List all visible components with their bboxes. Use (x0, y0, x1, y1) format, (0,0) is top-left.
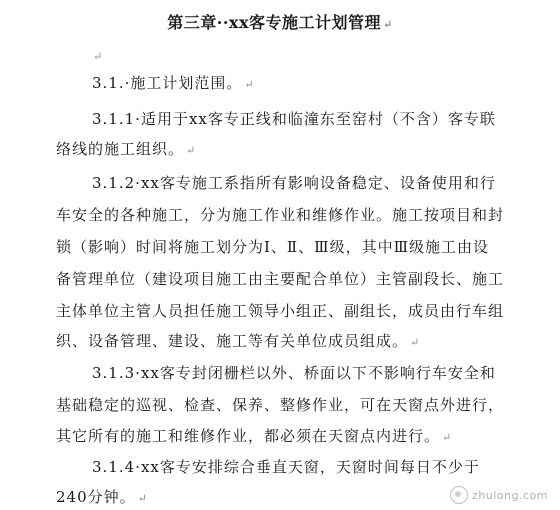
section-number: 3.1.· (92, 74, 131, 92)
clause-text: 车安全的各种施工，分为施工作业和维修作业。施工按项目和封 (56, 206, 505, 224)
clause-text: 主体单位主管人员担任施工领导小组正、副组长，成员由行车组 (56, 302, 505, 320)
clause-number: 3.1.3· (92, 364, 141, 382)
clause-text: 适用于xx客专正线和临潼东至窑村（不含）客专联 (140, 110, 496, 128)
clause-3-1-3-line-3 (56, 425, 452, 446)
section-heading (92, 72, 255, 93)
clause-3-1-3-line-1 (92, 362, 496, 383)
watermark-logo-icon (450, 486, 468, 504)
clause-number: 3.1.1· (92, 110, 141, 128)
clause-3-1-2-line-5 (56, 300, 504, 321)
clause-3-1-2-line-3 (56, 236, 489, 257)
clause-number: 3.1.4· (92, 458, 141, 476)
clause-3-1-3-line-2 (56, 394, 504, 415)
clause-text: 织、设备管理、建设、施工等有关单位成员组成。 (56, 332, 409, 350)
clause-text: 备管理单位（建设项目施工由主要配合单位）主管副段长、施工 (56, 270, 505, 288)
watermark (450, 486, 548, 504)
clause-3-1-1-line-1 (92, 108, 496, 129)
paragraph-mark-icon: ↵ (442, 431, 453, 444)
section-text: 施工计划范围。 (130, 74, 243, 92)
clause-number: 3.1.2· (92, 174, 141, 192)
paragraph-mark-icon: ↵ (186, 144, 197, 157)
clause-text: 240分钟。 (56, 488, 136, 506)
clause-3-1-2-line-1 (92, 172, 496, 193)
paragraph-mark-icon: ↵ (383, 18, 393, 31)
clause-text: 络线的施工组织。 (56, 140, 185, 158)
clause-3-1-4-line-1 (92, 456, 480, 477)
paragraph-mark-icon: ↵ (244, 78, 255, 91)
clause-text: 其它所有的施工和维修作业，都必须在天窗点内进行。 (56, 427, 441, 445)
empty-paragraph-mark-icon: ↵ (93, 50, 103, 63)
clause-3-1-2-line-2 (56, 204, 504, 225)
clause-3-1-2-line-6 (56, 330, 420, 351)
clause-text: xx客专封闭栅栏以外、桥面以下不影响行车安全和 (140, 364, 496, 382)
watermark-text: zhulong.com (472, 488, 548, 502)
paragraph-mark-icon: ↵ (410, 336, 421, 349)
clause-3-1-2-line-4 (56, 268, 504, 289)
chapter-title (0, 10, 560, 33)
clause-3-1-4-line-2 (56, 486, 148, 507)
chapter-title-text: 第三章··xx客专施工计划管理 (167, 13, 381, 32)
clause-text: xx客专施工系指所有影响设备稳定、设备使用和行 (140, 174, 496, 192)
paragraph-mark-icon: ↵ (137, 492, 148, 505)
clause-text: xx客专安排综合垂直天窗，天窗时间每日不少于 (140, 458, 480, 476)
clause-text: 锁（影响）时间将施工划分为Ⅰ、Ⅱ、Ⅲ级，其中Ⅲ级施工由设 (56, 238, 490, 256)
clause-3-1-1-line-2 (56, 138, 196, 159)
clause-text: 基础稳定的巡视、检查、保养、整修作业，可在天窗点外进行， (56, 396, 505, 414)
